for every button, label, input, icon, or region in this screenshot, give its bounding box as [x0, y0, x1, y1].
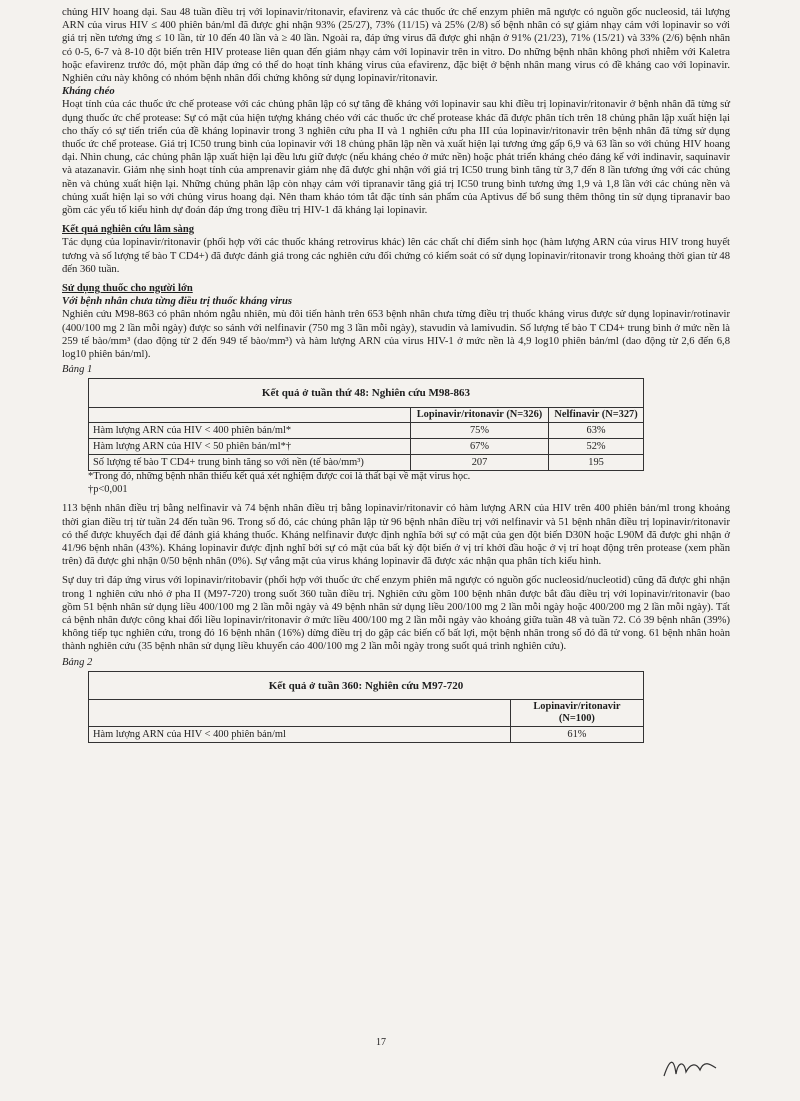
heading-adult-use: Sử dụng thuốc cho người lớn [62, 283, 193, 295]
table-row [89, 438, 644, 454]
paragraph-resistance-response: chủng HIV hoang dại. Sau 48 tuần điều trị với lopinavir/ritonavir, efavirenz và các thuốc ức chế enzym phiên mã ngược có nguồn gốc nucleosid, tải lượng ARN của virus HIV ≤ 400 phiên bản/ml đã được ghi nhận 93% (25/27), 73% (11/15) và 25% (2/8) số bệnh nhân có sự giảm nhạy cảm với lopinavir so với giá trị nền tương ứng ≤ 10 lần, từ 10 đến 40 lần và ≥ 40 lần. Ngoài ra, đáp ứng virus đã được ghi nhận ở 91% (21/23), 71% (15/21) và 33% (2/6) bệnh nhân có 0-5, 6-7 và 8-10 đột biến trên HIV protease liên quan đến giảm nhạy cảm với lopinavir trên in vitro. Do những bệnh nhân không phơi nhiễm với Kaletra hoặc efavirenz trước đó, một phần đáp ứng có thể do hoạt tính kháng virus của efavirenz, đặc biệt ở bệnh nhân mang virus có đề kháng cao với lopinavir. Nghiên cứu này không có nhóm bệnh nhân đối chứng không sử dụng lopinavir/ritonavir. [62, 7, 730, 85]
table-cell-value: 195 [549, 455, 644, 471]
table-row [89, 455, 644, 471]
table-m98-863 [88, 378, 644, 471]
table-cell-value: 63% [549, 422, 644, 438]
table1-title: Kết quả ở tuần thứ 48: Nghiên cứu M98-863 [89, 379, 644, 407]
heading-naive-patients: Với bệnh nhân chưa từng điều trị thuốc kháng virus [62, 296, 293, 308]
table-cell-value: 52% [549, 438, 644, 454]
table1-note-pvalue: †p<0,001 [88, 483, 128, 495]
paragraph-clinical-results: Tác dụng của lopinavir/ritonavir (phối hợp với các thuốc kháng retrovirus khác) lên các chất chỉ điểm sinh học (hàm lượng ARN của virus HIV trong huyết tương và số lượng tế bào T CD4+) đã được đánh giá trong các nghiên cứu đối chứng có kiểm soát có sử dụng lopinavir/ritonavir trong khoảng thời gian từ 48 đến 360 tuần. [62, 237, 730, 275]
table-cell-label: Hàm lượng ARN của HIV < 400 phiên bản/ml [89, 726, 511, 742]
table-row [89, 422, 644, 438]
paragraph-study-m97-720: Sự duy trì đáp ứng virus với lopinavir/ritobavir (phối hợp với thuốc ức chế enzym phiên mã ngược có nguồn gốc nucleosid/nucleotid) cũng đã được ghi nhận trong 1 nghiên cứu nhỏ ở pha II (M97-720) trong suốt 360 tuần điều trị. Nghiên cứu gồm 100 bệnh nhân được bắt đầu điều trị với lopinavir/ritonavir (bao gồm 51 bệnh nhân sử dụng liều 400/100 mg 2 lần mỗi ngày và 49 bệnh nhân sử dụng liều 200/100 mg 2 lần mỗi ngày hoặc 400/200 mg 2 lần mỗi ngày). Tất cả bệnh nhân được công khai đổi liều lopinavir/ritonavir ở mức liều 400/100 mg 2 lần mỗi ngày vào khoảng giữa tuần 48 và tuần 72. Có 39 bệnh nhân (39%) không tiếp tục nghiên cứu, trong đó 16 bệnh nhân (16%) dừng điều trị do gặp các biến cố bất lợi, một bệnh nhân trong số đó đã tử vong. 61 bệnh nhân hoàn thành nghiên cứu (35 bệnh nhân sử dụng liều khuyến cáo 400/100 mg 2 lần mỗi ngày trong suốt quá trình nghiên cứu). [62, 575, 730, 653]
heading-cross-resistance: Kháng chéo [62, 86, 115, 98]
table-cell-value: 61% [510, 726, 643, 742]
table1-header-lopinavir: Lopinavir/ritonavir (N=326) [410, 407, 548, 422]
table2-header-empty [89, 699, 511, 726]
page-number: 17 [376, 1037, 386, 1048]
table1-note-missing: *Trong đó, những bệnh nhân thiếu kết quả xét nghiệm được coi là thất bại về mặt virus học. [88, 471, 471, 483]
paragraph-resistance-analysis: 113 bệnh nhân điều trị bằng nelfinavir và 74 bệnh nhân điều trị bằng lopinavir/ritonavir có hàm lượng ARN của HIV trên 400 phiên bản/ml trong khoảng thời gian điều trị từ tuần 24 đến tuần 96. Trong số đó, các chủng phân lập từ 96 bệnh nhân điều trị với nelfinavir và 51 bệnh nhân điều trị lopinavir/ritonavir có thể được khuyếch đại để đánh giá kháng thuốc. Kháng nelfinavir được định nghĩa bởi sự có mặt của gen đột biến D30N hoặc L90M đã được ghi nhận ở 41/96 bệnh nhân (43%). Kháng lopinavir được định nghĩ bởi sự có mặt của bất kỳ đột biến ở vị trí khởi đầu hoặc ở vị trí hoạt động trên protease (xem phần trên) đã được ghi nhận 0/50 bệnh nhân (0%). Sự vắng mặt của virus kháng lopinavir đã được xác nhận qua phân tích kiểu hình. [62, 503, 730, 568]
table-m97-720 [88, 671, 644, 743]
table-cell-value: 75% [410, 422, 548, 438]
heading-clinical-results: Kết quả nghiên cứu lâm sàng [62, 224, 195, 236]
table1-caption: Bảng 1 [62, 364, 93, 376]
table2-header-lopinavir: Lopinavir/ritonavir (N=100) [510, 699, 643, 726]
table-cell-label: Hàm lượng ARN của HIV < 50 phiên bản/ml*† [89, 438, 411, 454]
table1-header-nelfinavir: Nelfinavir (N=327) [549, 407, 644, 422]
table-cell-value: 207 [410, 455, 548, 471]
table-cell-label: Số lượng tế bào T CD4+ trung bình tăng so với nền (tế bào/mm³) [89, 455, 411, 471]
document-page [62, 6, 730, 743]
table2-title: Kết quả ở tuần 360: Nghiên cứu M97-720 [89, 671, 644, 699]
table-cell-value: 67% [410, 438, 548, 454]
table-row [89, 726, 644, 742]
table1-header-empty [89, 407, 411, 422]
paragraph-cross-resistance: Hoạt tính của các thuốc ức chế protease với các chủng phân lập có sự tăng đề kháng với lopinavir sau khi điều trị lopinavir/ritonavir ở bệnh nhân đã từng sử dụng thuốc ức chế protease: Sự có mặt của hiện tượng kháng chéo với các thuốc ức chế protease khác đã được phân tích trên 18 chủng phân lập xuất hiện lại cho thấy có sự tiến triển của đề kháng lopinavir trong 3 nghiên cứu pha II và 1 nghiên cứu pha III của lopinavir/ritonavir trên bệnh nhân đã từng sử dụng thuốc ức chế protease. Giá trị IC50 trung bình của lopinavir với 18 chủng phân lập nền và xuất hiện lại tương ứng gấp 6,9 và 63 lần so với chủng HIV hoang dại. Nhìn chung, các chủng phân lập xuất hiện lại đều lưu giữ được (nếu kháng chéo ở mức nền) hoặc phát triển kháng chéo đáng kể với indinavir, saquinavir và atazanavir. Giảm nhẹ sinh hoạt tính của amprenavir giảm nhẹ đã được ghi nhận với giá trị IC50 trung bình tăng từ 3,7 đến 8 lần tương ứng với các chủng nền và chủng xuất hiện lại. Những chủng phân lập còn nhạy cảm với tipranavir tăng giá trị IC50 trung bình tương ứng 1,9 và 1,8 lần với các chủng nền và chủng xuất hiện lại so với chủng virus hoang dại. Nên tham khảo tóm tắt đặc tính sản phẩm của Aptivus để bổ sung thêm thông tin sử dụng tipranavir bao gồm các yếu tố kiểu hình dự đoán đáp ứng trong điều trị HIV-1 đã kháng lại lopinavir. [62, 99, 730, 217]
paragraph-study-m98-863: Nghiên cứu M98-863 có phân nhóm ngẫu nhiên, mù đôi tiến hành trên 653 bệnh nhân chưa từng điều trị thuốc kháng virus được sử dụng lopinavir/rotinavir (400/100 mg 2 lần mỗi ngày) được so sánh với nelfinavir (750 mg 3 lần mỗi ngày), stavudin và lamivudin. Số lượng tế bào T CD4+ trung bình ở mức nền là 259 tế bào/mm³ (dao động từ 2 đến 949 tế bào/mm³) và hàm lượng ARN của virus HIV-1 ở mức nền là 4,9 log10 phiên bản/ml (dao động từ 2,6 đến 6,8 log10 phiên bản/ml). [62, 309, 730, 361]
handwritten-signature-icon [660, 1050, 720, 1084]
table-cell-label: Hàm lượng ARN của HIV < 400 phiên bản/ml* [89, 422, 411, 438]
table2-caption: Bảng 2 [62, 656, 93, 668]
